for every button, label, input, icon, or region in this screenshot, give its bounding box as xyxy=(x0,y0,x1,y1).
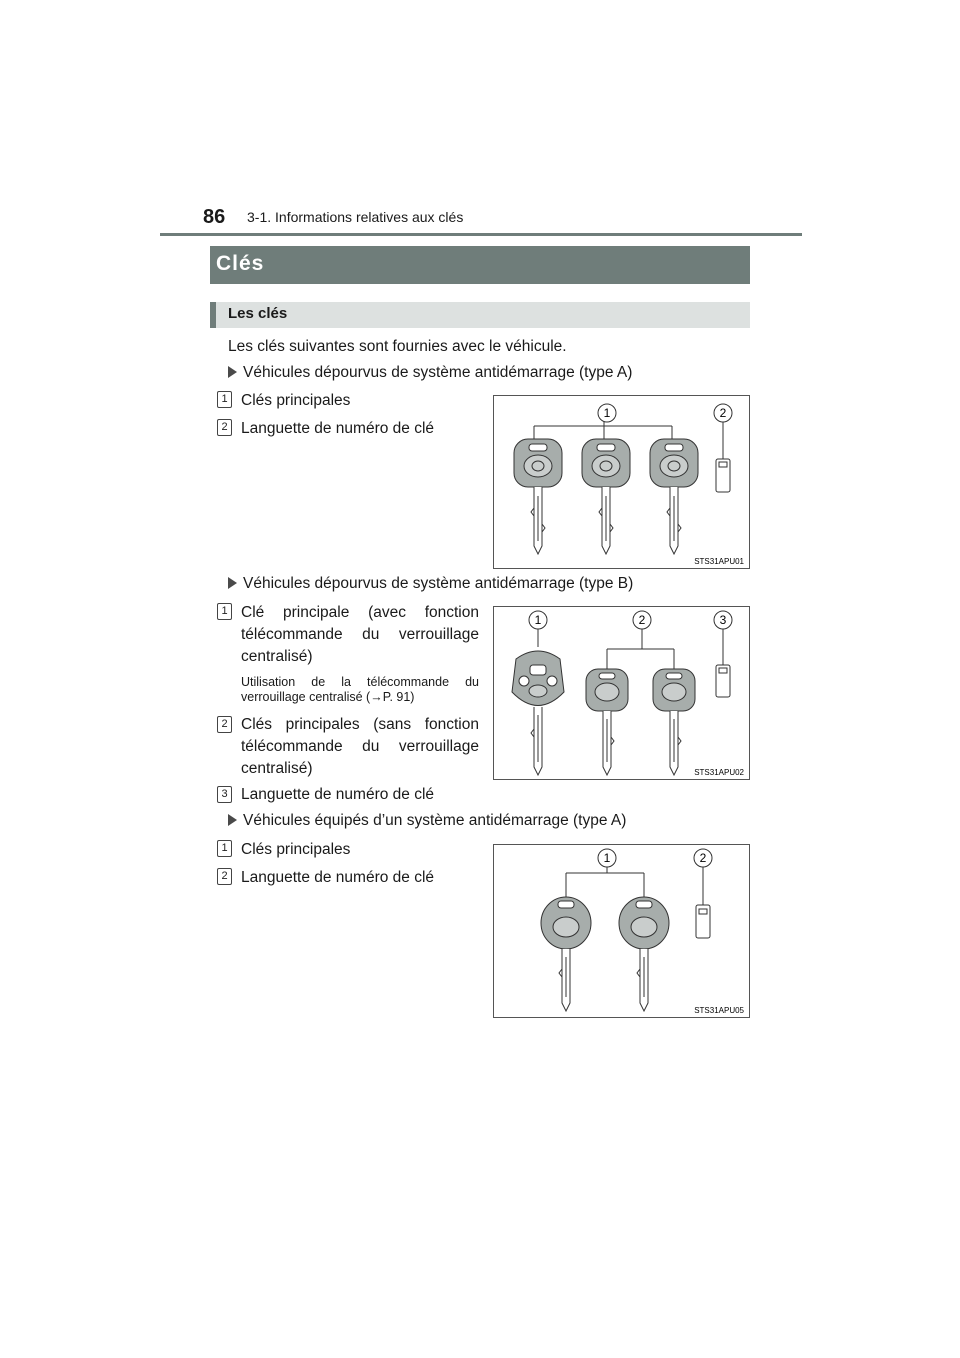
triangle-bullet-icon xyxy=(228,814,237,826)
triangle-bullet-icon xyxy=(228,366,237,378)
item-text: Clés principales xyxy=(241,392,351,409)
page-number: 86 xyxy=(203,206,226,228)
variant-heading xyxy=(228,364,632,382)
item-text: Languette de numéro de clé xyxy=(241,786,435,803)
item-text: Clé principale (avec fonction télécommande du verrouillage centralisé) xyxy=(241,604,479,665)
callout-label: 2 xyxy=(638,613,646,627)
figure-code: STS31APU01 xyxy=(694,557,744,566)
item-text: Clés principales xyxy=(241,841,351,858)
section-subtitle: Les clés xyxy=(210,302,750,328)
callout-label: 3 xyxy=(719,613,727,627)
item-marker: 2 xyxy=(217,868,232,885)
callout-label: 2 xyxy=(719,406,727,420)
variant-heading-text: Véhicules équipés d’un système antidémarrage (type A) xyxy=(243,812,627,829)
callout-label: 1 xyxy=(534,613,542,627)
figure-code: STS31APU02 xyxy=(694,768,744,777)
key-illustration xyxy=(493,395,750,569)
section-header: 3-1. Informations relatives aux clés xyxy=(247,209,464,225)
figure-code: STS31APU05 xyxy=(694,1006,744,1015)
page-title: Clés xyxy=(210,246,750,284)
triangle-bullet-icon xyxy=(228,577,237,589)
variant-heading xyxy=(228,575,633,593)
callout-label: 1 xyxy=(603,406,611,420)
callout-label: 2 xyxy=(699,851,707,865)
variant-heading-text: Véhicules dépourvus de système antidémarrage (type A) xyxy=(243,364,633,381)
item-marker: 3 xyxy=(217,786,232,803)
item-marker: 2 xyxy=(217,419,232,436)
keys-type-a-illustration xyxy=(494,396,749,568)
item-marker: 1 xyxy=(217,840,232,857)
item-text: Languette de numéro de clé xyxy=(241,869,435,886)
header-divider xyxy=(160,233,802,236)
item-marker: 2 xyxy=(217,716,232,733)
item-text: Languette de numéro de clé xyxy=(241,420,435,437)
key-illustration xyxy=(493,844,750,1018)
variant-heading-text: Véhicules dépourvus de système antidémarrage (type B) xyxy=(243,575,634,592)
key-illustration xyxy=(493,606,750,780)
keys-immobilizer-illustration xyxy=(494,845,749,1017)
variant-heading xyxy=(228,812,626,830)
keys-type-b-illustration xyxy=(494,607,749,779)
item-marker: 1 xyxy=(217,391,232,408)
item-note: Utilisation de la télécommande du verrouillage centralisé (→P. 91) xyxy=(241,675,479,704)
item-text: Clés principales (sans fonction télécommande du verrouillage centralisé) xyxy=(241,716,479,777)
item-marker: 1 xyxy=(217,603,232,620)
intro-text: Les clés suivantes sont fournies avec le véhicule. xyxy=(228,338,567,355)
callout-label: 1 xyxy=(603,851,611,865)
